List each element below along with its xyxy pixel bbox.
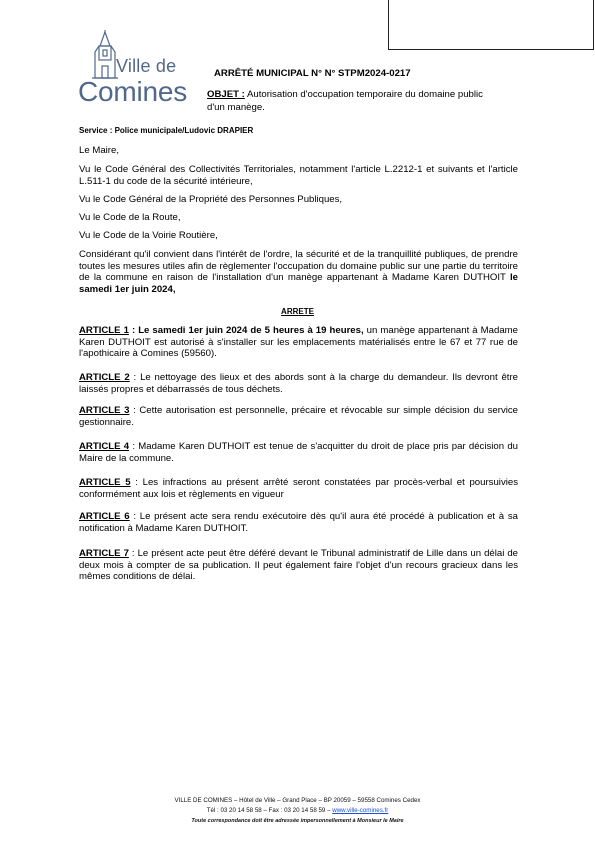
article-sep: : bbox=[128, 548, 138, 559]
footer-contact bbox=[0, 806, 595, 816]
article-text: Les infractions au présent arrêté seront constatées par procès-verbal et poursuivies conformément aux lois et règlements en vigueur bbox=[79, 477, 519, 500]
arrete-heading: ARRETE bbox=[281, 307, 314, 316]
vu-code-route: Vu le Code de la Route, bbox=[79, 212, 181, 223]
article-sep: : bbox=[129, 372, 141, 383]
article-6 bbox=[79, 511, 518, 534]
objet-label: OBJET : bbox=[207, 89, 245, 100]
article-text: Le présent acte sera rendu exécutoire dès qu'il aura été procédé à publication et à sa notification à Madame Karen DUTHOIT. bbox=[79, 511, 519, 534]
considerant-text: Considérant qu'il convient dans l'intérêt de l'ordre, la sécurité et de la tranquillité publiques, de prendre toutes les mesures utiles afin de règlementer l'occupation du domaine public sur une partie du territoire de la commune en raison de l'installation d'un manège appartenant à Madame Karen DUTHOIT bbox=[79, 249, 518, 283]
article-sep: : bbox=[129, 511, 140, 522]
article-label: ARTICLE 5 bbox=[79, 477, 131, 488]
article-label: ARTICLE 2 bbox=[79, 372, 130, 383]
website-link[interactable]: www.ville-comines.fr bbox=[332, 807, 389, 814]
article-text: Le présent acte peut être déféré devant le Tribunal administratif de Lille dans un délai de deux mois à compter de sa publication. Il peut également faire l'objet d'un recours gracieux dans les mêmes conditions de délai. bbox=[79, 548, 519, 582]
footer-address: VILLE DE COMINES – Hôtel de Ville – Grand Place – BP 20059 – 59558 Comines Cedex bbox=[174, 797, 421, 804]
article-text: un manège appartenant à Madame Karen DUTHOIT est autorisé à s'installer sur les emplacements matérialisés entre le 67 et 77 rue de l'apothicaire à Comines (59560). bbox=[79, 325, 518, 359]
article-text: Cette autorisation est personnelle, précaire et révocable sur simple décision du service gestionnaire. bbox=[79, 405, 519, 428]
article-text: Madame Karen DUTHOIT est tenue de s'acquitter du droit de place pris par décision du Maire de la commune. bbox=[79, 441, 518, 464]
article-sep: : bbox=[129, 405, 140, 416]
document-title: ARRÊTÉ MUNICIPAL N° N° STPM2024-0217 bbox=[214, 68, 411, 79]
stamp-box bbox=[388, 0, 594, 50]
article-text: Le nettoyage des lieux et des abords sont à la charge du demandeur. Ils devront être laissés propres et débarrassés de tous déchets. bbox=[79, 372, 518, 395]
vu-cgppp: Vu le Code Général de la Propriété des Personnes Publiques, bbox=[79, 194, 343, 205]
footer-phone: Tél : 03 20 14 58 58 – Fax : 03 20 14 58 59 – bbox=[206, 807, 333, 814]
article-4 bbox=[79, 441, 518, 464]
vu-code-voirie: Vu le Code de la Voirie Routière, bbox=[79, 230, 218, 241]
article-sep: : bbox=[130, 477, 143, 488]
article-7 bbox=[79, 548, 518, 583]
city-logo bbox=[78, 30, 198, 110]
article-label: ARTICLE 3 bbox=[79, 405, 130, 416]
article-bold-text: Le samedi 1er juin 2024 de 5 heures à 19 heures, bbox=[138, 325, 364, 336]
article-sep: : bbox=[128, 325, 139, 336]
article-2 bbox=[79, 372, 518, 395]
footer-note: Toute correspondance doit être adressée impersonnellement à Monsieur le Maire bbox=[191, 818, 404, 824]
objet-text: Autorisation d'occupation temporaire du domaine public d'un manège. bbox=[207, 89, 483, 113]
article-5 bbox=[79, 477, 518, 500]
considerant-date: le samedi 1er juin 2024, bbox=[79, 272, 518, 295]
article-label: ARTICLE 7 bbox=[79, 548, 129, 559]
vu-cgct: Vu le Code Général des Collectivités Territoriales, notamment l'article L.2212-1 et suivants et l'article L.511-1 du code de la sécurité intérieure, bbox=[79, 164, 518, 187]
logo-text-ville: Ville de bbox=[116, 56, 177, 76]
article-label: ARTICLE 4 bbox=[79, 441, 130, 452]
article-label: ARTICLE 1 bbox=[79, 325, 129, 336]
objet-block bbox=[207, 89, 497, 114]
logo-text-comines: Comines bbox=[78, 76, 188, 107]
le-maire: Le Maire, bbox=[79, 145, 119, 156]
service-line: Service : Police municipale/Ludovic DRAPIER bbox=[79, 126, 254, 135]
article-label: ARTICLE 6 bbox=[79, 511, 130, 522]
considerant bbox=[79, 249, 518, 295]
article-sep: : bbox=[129, 441, 139, 452]
article-1 bbox=[79, 325, 518, 360]
page-footer bbox=[0, 796, 595, 826]
article-3 bbox=[79, 405, 518, 428]
